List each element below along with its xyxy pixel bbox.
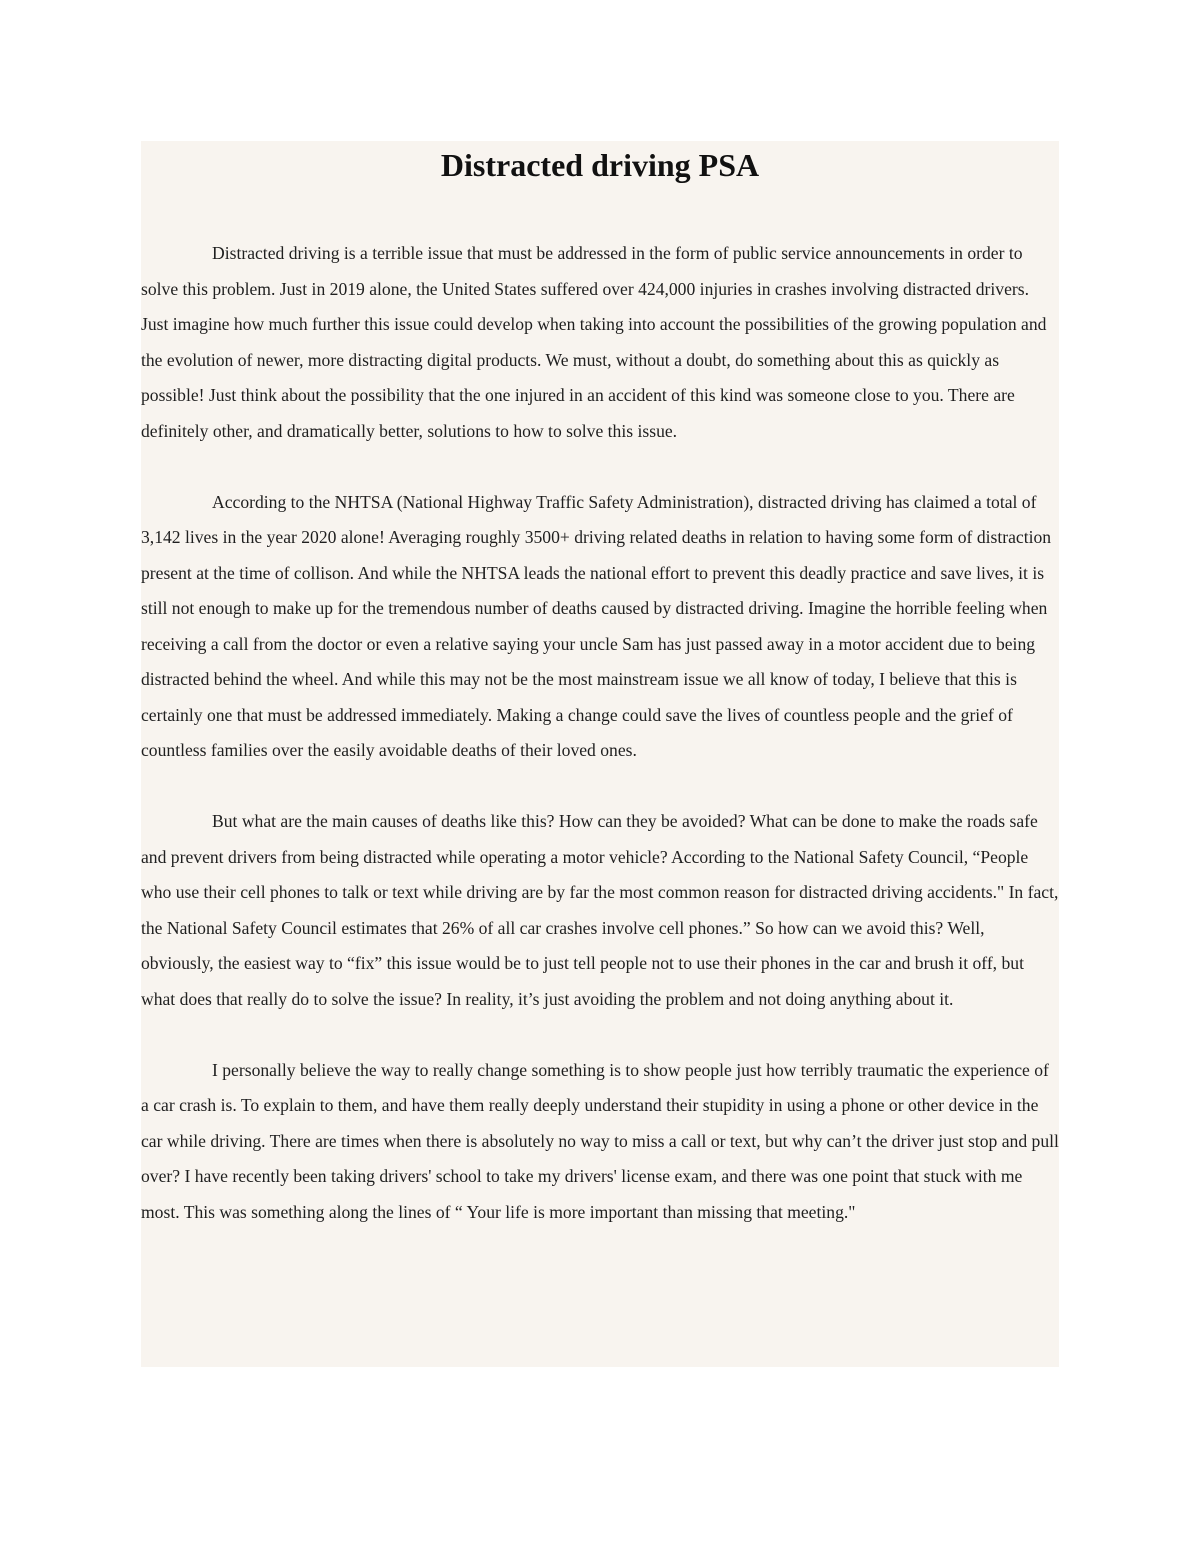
document-body xyxy=(141,236,1059,1230)
paragraph-causes: But what are the main causes of deaths like this? How can they be avoided? What can be done to make the roads safe and prevent drivers from being distracted while operating a motor vehicle? According to the National Safety Council, “People who use their cell phones to talk or text while driving are by far the most common reason for distracted driving accidents." In fact, the National Safety Council estimates that 26% of all car crashes involve cell phones.” So how can we avoid this? Well, obviously, the easiest way to “fix” this issue would be to just tell people not to use their phones in the car and brush it off, but what does that really do to solve the issue? In reality, it’s just avoiding the problem and not doing anything about it. xyxy=(141,811,1059,1009)
paragraph-intro: Distracted driving is a terrible issue that must be addressed in the form of public service announcements in order to solve this problem. Just in 2019 alone, the United States suffered over 424,000 injuries in crashes involving distracted drivers. Just imagine how much further this issue could develop when taking into account the possibilities of the growing population and the evolution of newer, more distracting digital products. We must, without a doubt, do something about this as quickly as possible! Just think about the possibility that the one injured in an accident of this kind was someone close to you. There are definitely other, and dramatically better, solutions to how to solve this issue. xyxy=(141,243,1047,441)
paragraph-nhtsa-statistics: According to the NHTSA (National Highway Traffic Safety Administration), distracted driving has claimed a total of 3,142 lives in the year 2020 alone! Averaging roughly 3500+ driving related deaths in relation to having some form of distraction present at the time of collison. And while the NHTSA leads the national effort to prevent this deadly practice and save lives, it is still not enough to make up for the tremendous number of deaths caused by distracted driving. Imagine the horrible feeling when receiving a call from the doctor or even a relative saying your uncle Sam has just passed away in a motor accident due to being distracted behind the wheel. And while this may not be the most mainstream issue we all know of today, I believe that this is certainly one that must be addressed immediately. Making a change could save the lives of countless people and the grief of countless families over the easily avoidable deaths of their loved ones. xyxy=(141,491,1052,760)
paragraph-solution: I personally believe the way to really change something is to show people just how terribly traumatic the experience of a car crash is. To explain to them, and have them really deeply understand their stupidity in using a phone or other device in the car while driving. There are times when there is absolutely no way to miss a call or text, but why can’t the driver just stop and pull over? I have recently been taking drivers' school to take my drivers' license exam, and there was one point that stuck with me most. This was something along the lines of “ Your life is more important than missing that meeting." xyxy=(141,1059,1059,1222)
document-content xyxy=(141,141,1059,1367)
document-title: Distracted driving PSA xyxy=(440,147,760,183)
